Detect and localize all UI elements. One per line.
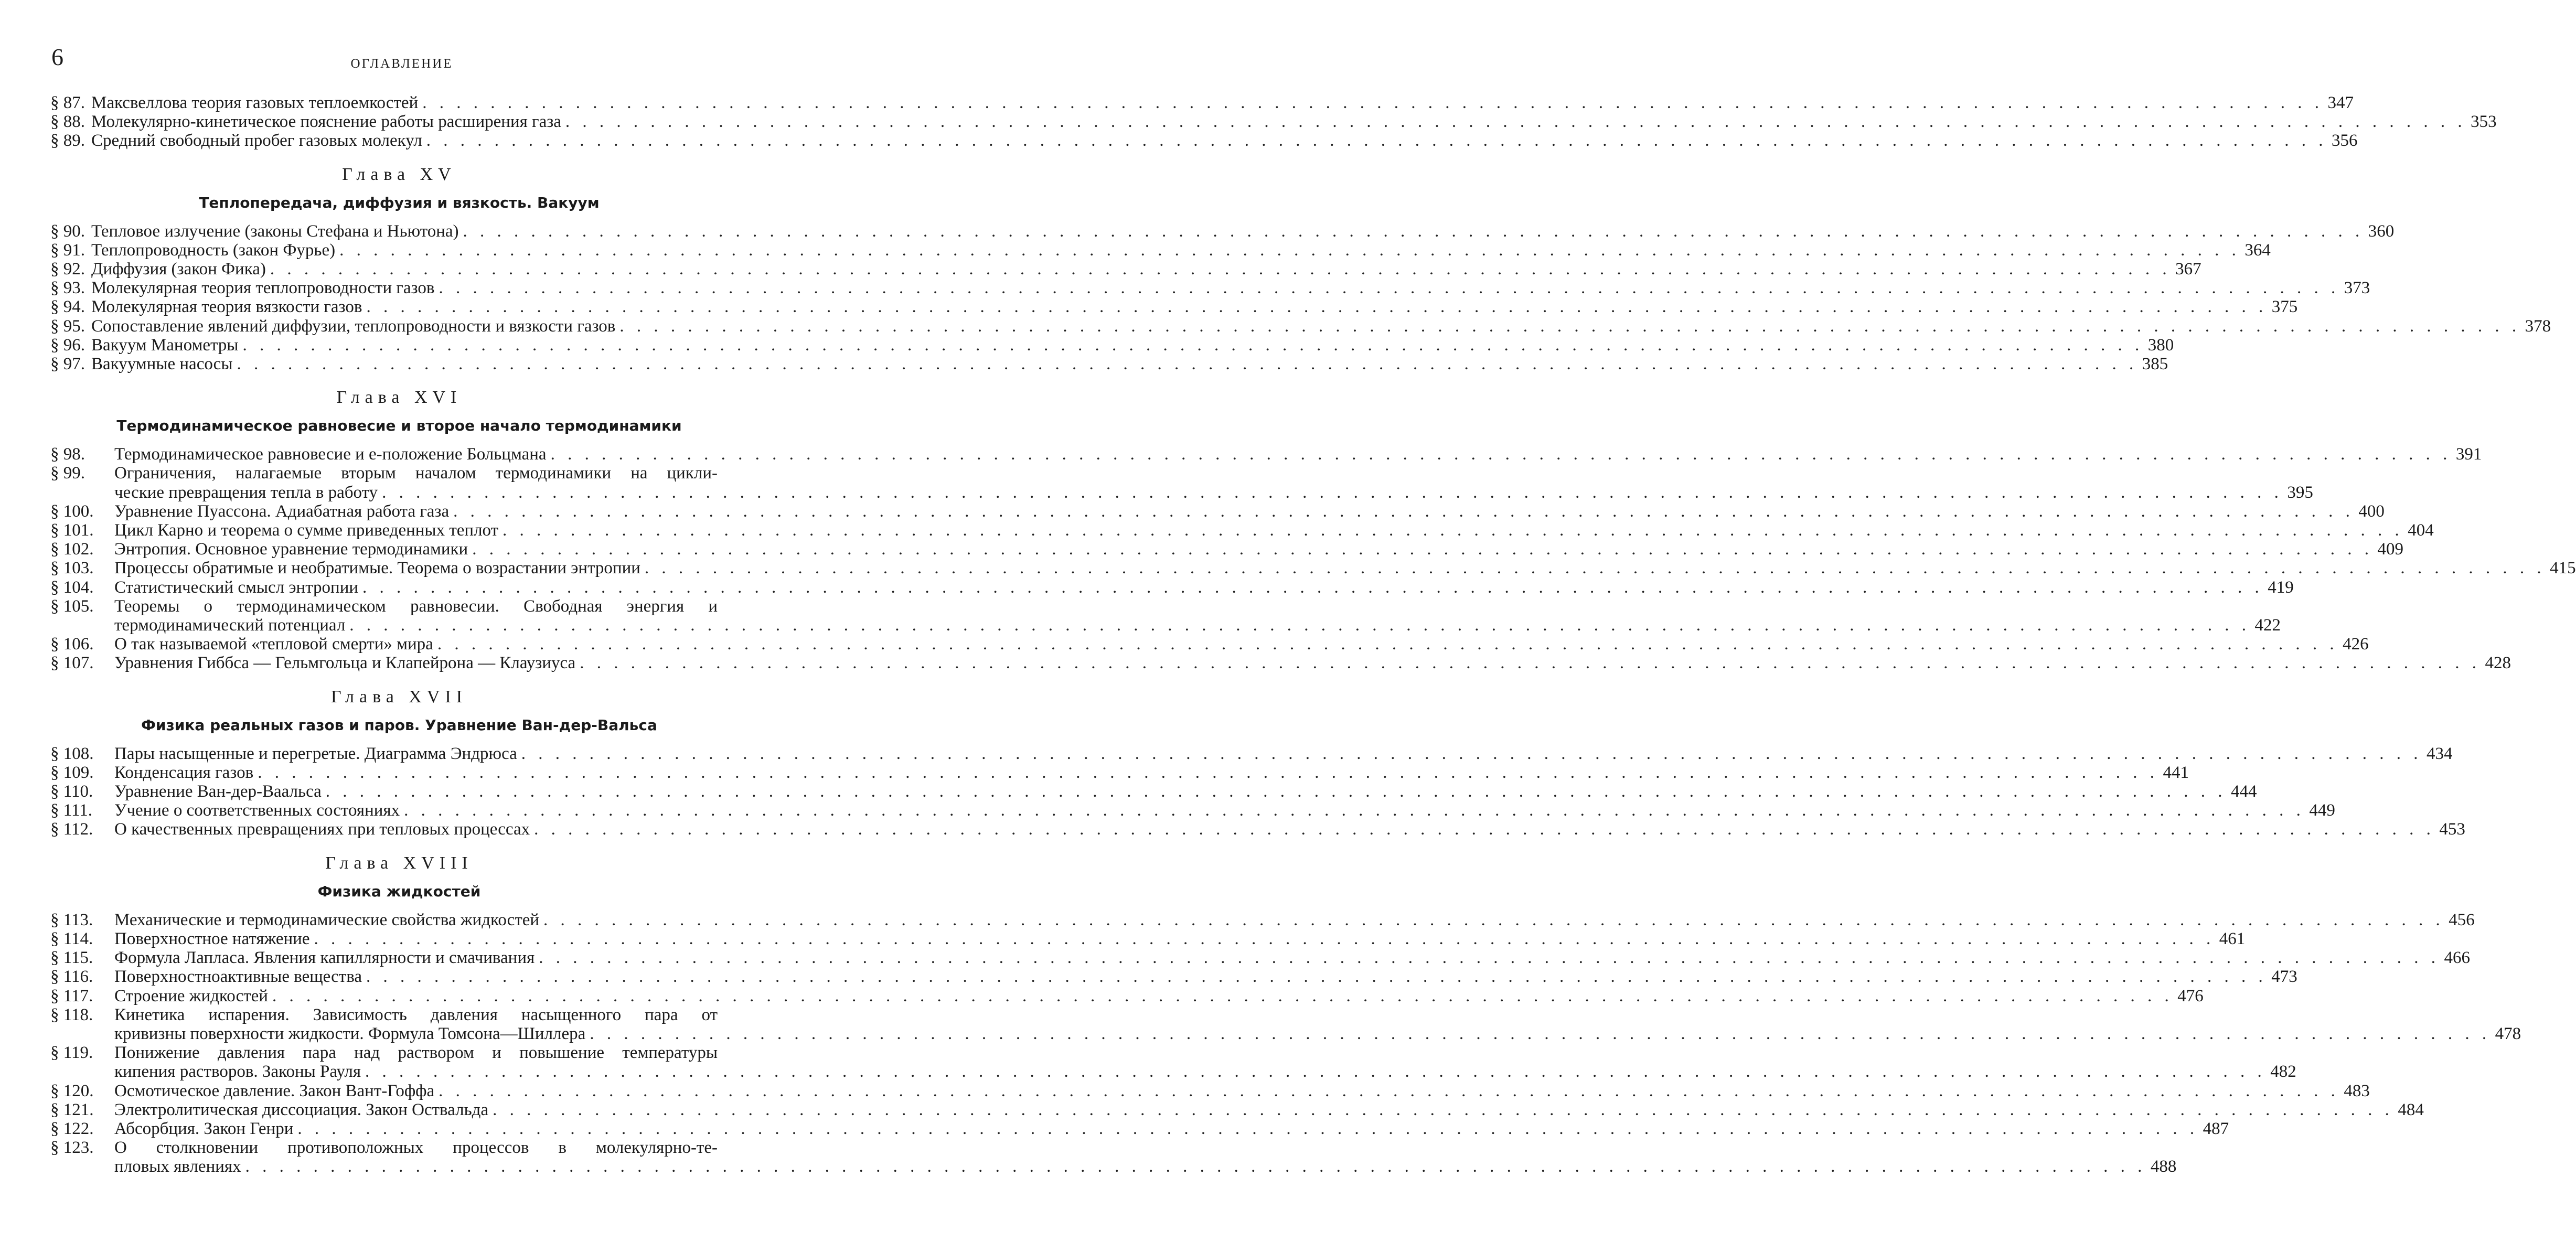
entry-title: Учение о соответственных состояниях	[114, 801, 400, 820]
page-reference: 380	[2147, 335, 2174, 355]
page-reference: 426	[2343, 635, 2369, 654]
section-number: § 110.	[50, 782, 93, 801]
entry-body	[114, 801, 2335, 820]
dot-leader	[422, 131, 2327, 150]
entry-body	[114, 559, 2576, 578]
dot-leader	[561, 112, 2466, 131]
dot-leader	[539, 911, 2444, 929]
entry-title-line	[114, 483, 2313, 502]
dot-leader	[640, 559, 2546, 577]
entry-body	[114, 540, 2403, 559]
toc-entry	[50, 1119, 2229, 1138]
dot-leader	[434, 1082, 2339, 1100]
section-number: § 92.	[50, 260, 85, 279]
dot-leader	[309, 929, 2215, 948]
entry-title: пловых явлениях	[114, 1157, 241, 1176]
dot-leader	[293, 1119, 2198, 1138]
entry-title: Уравнение Пуассона. Адиабатная работа газа	[114, 501, 450, 521]
page-reference: 478	[2495, 1024, 2521, 1043]
entry-title: Формула Лапласа. Явления капиллярности и смачивания	[114, 948, 535, 968]
dot-leader	[358, 578, 2263, 597]
entry-title: Абсорбция. Закон Генри	[114, 1119, 294, 1138]
entry-body	[114, 910, 2475, 929]
entry-body	[114, 1100, 2424, 1119]
entry-title: Молекулярно-кинетическое пояснение работы расширения газа	[91, 112, 561, 132]
entry-title: Пары насыщенные и перегретые. Диаграмма Эндрюса	[114, 744, 517, 763]
section-number: § 98.	[50, 445, 85, 464]
dot-leader	[498, 521, 2403, 540]
entry-title: Механические и термодинамические свойства жидкостей	[114, 910, 540, 929]
entry-title: Строение жидкостей	[114, 986, 268, 1005]
section-number: § 106.	[50, 635, 94, 654]
entry-body	[114, 1043, 2296, 1082]
entry-body	[114, 654, 2511, 673]
page-reference: 347	[2327, 93, 2354, 112]
page-reference: 483	[2344, 1081, 2370, 1100]
entry-body	[114, 986, 2204, 1005]
entry-body	[91, 297, 2298, 317]
entry-title: Осмотическое давление. Закон Вант-Гоффа	[114, 1081, 435, 1100]
entry-title-line: О столкновении противоположных процессов в молекулярно-те-	[114, 1138, 718, 1158]
table-of-contents	[50, 93, 2576, 1176]
toc-entry	[50, 112, 2497, 132]
toc-entry	[50, 596, 2281, 635]
page-reference: 434	[2427, 744, 2453, 763]
entry-title: Поверхностное натяжение	[114, 929, 310, 948]
section-number: § 96.	[50, 335, 85, 355]
section-number: § 95.	[50, 316, 85, 336]
section-number: § 105.	[50, 596, 94, 616]
toc-entry	[50, 464, 2313, 502]
entry-title: Поверхностноактивные вещества	[114, 967, 362, 987]
entry-title: Энтропия. Основное уравнение термодинамики	[114, 540, 468, 559]
section-number: § 102.	[50, 540, 94, 559]
entry-title: Сопоставление явлений диффузии, теплопроводности и вязкости газов	[91, 316, 616, 336]
dot-leader	[233, 355, 2138, 373]
entry-body	[91, 279, 2370, 298]
toc-entry	[50, 559, 2576, 578]
page-reference: 476	[2177, 986, 2204, 1005]
entry-body	[114, 1081, 2370, 1100]
dot-leader	[345, 616, 2250, 635]
entry-body	[114, 501, 2385, 521]
entry-body	[114, 782, 2257, 801]
entry-body	[91, 260, 2201, 279]
entry-body	[114, 577, 2294, 597]
entry-title: Молекулярная теория вязкости газов	[91, 297, 362, 317]
page-reference: 375	[2271, 297, 2298, 317]
section-number: § 108.	[50, 744, 94, 763]
section-number: § 99.	[50, 464, 85, 483]
page-number: 6	[51, 44, 63, 70]
section-number: § 94.	[50, 297, 85, 317]
entry-body	[91, 316, 2551, 336]
toc-entry	[50, 297, 2298, 317]
entry-body	[114, 1138, 2177, 1176]
page-reference: 461	[2219, 929, 2246, 948]
section-number: § 107.	[50, 654, 94, 673]
page-reference: 488	[2150, 1157, 2177, 1176]
entry-body	[114, 929, 2246, 948]
chapter-heading: Глава XVIII	[325, 853, 473, 873]
entry-body	[114, 948, 2470, 968]
page-reference: 367	[2175, 260, 2201, 279]
dot-leader	[378, 483, 2283, 502]
entry-body	[114, 635, 2369, 654]
entry-title: кривизны поверхности жидкости. Формула Томсона—Шиллера	[114, 1024, 586, 1043]
entry-body	[114, 521, 2434, 540]
section-number: § 113.	[50, 910, 93, 929]
entry-title: кипения растворов. Законы Рауля	[114, 1062, 361, 1082]
entry-title: Максвеллова теория газовых теплоемкостей	[91, 93, 419, 112]
section-number: § 87.	[50, 93, 85, 112]
toc-entry	[50, 929, 2246, 948]
section-number: § 101.	[50, 521, 94, 540]
entry-body	[91, 112, 2497, 132]
entry-body	[91, 335, 2174, 355]
toc-entry	[50, 93, 2354, 112]
dot-leader	[418, 93, 2323, 112]
section-number: § 116.	[50, 967, 93, 987]
entry-title-line: Теоремы о термодинамическом равновесии. Свободная энергия и	[114, 596, 718, 616]
toc-entry	[50, 221, 2395, 241]
dot-leader	[468, 540, 2373, 559]
section-number: § 89.	[50, 131, 85, 151]
page-reference: 482	[2270, 1062, 2296, 1082]
dot-leader	[362, 967, 2267, 986]
section-number: § 121.	[50, 1100, 94, 1119]
dot-leader	[361, 1062, 2266, 1081]
page-reference: 400	[2358, 501, 2385, 521]
entry-title: ческие превращения тепла в работу	[114, 483, 378, 502]
toc-entry	[50, 967, 2297, 987]
page-reference: 356	[2332, 131, 2358, 151]
dot-leader	[322, 782, 2227, 801]
section-number: § 109.	[50, 763, 94, 782]
entry-body	[114, 1005, 2521, 1043]
dot-leader	[449, 502, 2354, 521]
page-reference: 391	[2455, 445, 2482, 464]
page-reference: 404	[2408, 521, 2434, 540]
toc-entry	[50, 577, 2294, 597]
entry-body	[91, 131, 2358, 151]
chapter-title: Термодинамическое равновесие и второе начало термодинамики	[116, 417, 682, 435]
entry-body	[114, 445, 2482, 464]
dot-leader	[547, 445, 2452, 464]
page-reference: 453	[2439, 820, 2465, 839]
entry-title-line: Понижение давления пара над раствором и повышение температуры	[114, 1043, 718, 1063]
entry-body	[114, 464, 2313, 502]
toc-entry	[50, 1138, 2177, 1176]
toc-entry	[50, 820, 2465, 839]
page-reference: 353	[2471, 112, 2497, 132]
dot-leader	[268, 987, 2173, 1005]
entry-title: Молекулярная теория теплопроводности газов	[91, 279, 435, 298]
dot-leader	[517, 744, 2422, 763]
dot-leader	[241, 1157, 2146, 1176]
toc-entry	[50, 635, 2369, 654]
section-number: § 100.	[50, 501, 94, 521]
entry-body	[114, 820, 2465, 839]
toc-entry	[50, 131, 2358, 151]
page-reference: 395	[2287, 483, 2313, 502]
page-reference: 409	[2377, 540, 2403, 559]
dot-leader	[615, 317, 2520, 336]
dot-leader	[434, 279, 2339, 297]
running-head: ОГЛАВЛЕНИЕ	[350, 57, 453, 71]
toc-entry	[50, 1081, 2370, 1100]
entry-title: Вакуум Манометры	[91, 335, 239, 355]
page-reference: 385	[2142, 355, 2168, 374]
section-number: § 91.	[50, 240, 85, 260]
dot-leader	[253, 763, 2158, 782]
section-number: § 122.	[50, 1119, 94, 1138]
entry-body	[91, 221, 2395, 241]
entry-title: Уравнения Гиббса — Гельмгольца и Клапейрона — Клаузиуса	[114, 654, 576, 673]
dot-leader	[400, 801, 2305, 820]
entry-title: Конденсация газов	[114, 763, 254, 782]
entry-body	[91, 240, 2271, 260]
page-reference: 373	[2344, 279, 2370, 298]
entry-title: Диффузия (закон Фика)	[91, 260, 266, 279]
entry-title-line	[114, 1024, 2521, 1043]
entry-body	[91, 93, 2354, 112]
section-number: § 120.	[50, 1081, 94, 1100]
toc-entry	[50, 986, 2204, 1005]
toc-entry	[50, 763, 2189, 782]
toc-entry	[50, 335, 2174, 355]
page-reference: 473	[2271, 967, 2297, 987]
entry-body	[91, 355, 2168, 374]
toc-entry	[50, 948, 2470, 968]
entry-body	[114, 596, 2281, 635]
dot-leader	[488, 1100, 2393, 1119]
entry-body	[114, 1119, 2229, 1138]
entry-title: Вакуумные насосы	[91, 355, 233, 374]
toc-entry	[50, 240, 2271, 260]
chapter-heading: Глава XVI	[336, 388, 462, 408]
chapter-title: Теплопередача, диффузия и вязкость. Вакуум	[199, 194, 600, 211]
section-number: § 111.	[50, 801, 93, 820]
section-number: § 93.	[50, 279, 85, 298]
page-reference: 466	[2444, 948, 2470, 968]
page-reference: 415	[2550, 559, 2576, 578]
entry-body	[114, 744, 2453, 763]
page-reference: 364	[2244, 240, 2271, 260]
section-number: § 123.	[50, 1138, 94, 1158]
page-reference: 422	[2254, 616, 2281, 635]
toc-entry	[50, 521, 2434, 540]
page-reference: 441	[2163, 763, 2189, 782]
page-reference: 428	[2485, 654, 2511, 673]
toc-entry	[50, 1100, 2424, 1119]
section-number: § 90.	[50, 221, 85, 241]
toc-entry	[50, 1043, 2296, 1082]
chapter-title: Физика реальных газов и паров. Уравнение Ван-дер-Вальса	[141, 716, 657, 734]
page-reference: 444	[2231, 782, 2257, 801]
section-number: § 112.	[50, 820, 93, 839]
section-number: § 119.	[50, 1043, 93, 1063]
entry-title-line	[114, 1062, 2296, 1082]
dot-leader	[362, 297, 2267, 316]
chapter-title: Физика жидкостей	[317, 882, 481, 900]
dot-leader	[238, 336, 2143, 355]
entry-title: Тепловое излучение (законы Стефана и Ньютона)	[91, 221, 459, 241]
dot-leader	[535, 948, 2440, 967]
dot-leader	[585, 1024, 2491, 1043]
section-number: § 117.	[50, 986, 93, 1005]
entry-title-line	[114, 1157, 2177, 1176]
entry-title: Цикл Карно и теорема о сумме приведенных теплот	[114, 521, 499, 540]
entry-title: термодинамический потенциал	[114, 616, 346, 635]
section-number: § 97.	[50, 355, 85, 374]
page-reference: 449	[2309, 801, 2335, 820]
toc-entry	[50, 445, 2482, 464]
toc-entry	[50, 910, 2475, 929]
chapter-heading: Глава XVII	[330, 687, 468, 707]
toc-entry	[50, 260, 2201, 279]
toc-entry	[50, 744, 2453, 763]
page-reference: 378	[2525, 316, 2551, 336]
chapter-heading: Глава XV	[342, 164, 456, 184]
page-reference: 487	[2203, 1119, 2229, 1138]
section-number: § 104.	[50, 577, 94, 597]
page-reference: 484	[2398, 1100, 2424, 1119]
toc-entry	[50, 316, 2551, 336]
entry-title: О так называемой «тепловой смерти» мира	[114, 635, 433, 654]
toc-entry	[50, 501, 2385, 521]
section-number: § 103.	[50, 559, 94, 578]
entry-title: Средний свободный пробег газовых молекул	[91, 131, 422, 151]
entry-body	[114, 967, 2297, 987]
entry-title-line: Ограничения, налагаемые вторым началом термодинамики на цикли-	[114, 464, 718, 483]
section-number: § 114.	[50, 929, 93, 948]
toc-entry	[50, 279, 2370, 298]
dot-leader	[433, 635, 2338, 654]
dot-leader	[266, 260, 2171, 279]
dot-leader	[335, 241, 2240, 260]
page-reference: 456	[2449, 910, 2475, 929]
dot-leader	[459, 222, 2364, 241]
dot-leader	[530, 820, 2435, 839]
entry-title: Уравнение Ван-дер-Ваальса	[114, 782, 322, 801]
toc-entry	[50, 540, 2403, 559]
section-number: § 88.	[50, 112, 85, 132]
toc-entry	[50, 801, 2335, 820]
entry-title: Электролитическая диссоциация. Закон Оствальда	[114, 1100, 489, 1119]
entry-title: Процессы обратимые и необратимые. Теорема о возрастании энтропии	[114, 559, 640, 578]
section-number: § 115.	[50, 948, 93, 968]
entry-title-line: Кинетика испарения. Зависимость давления насыщенного пара от	[114, 1005, 718, 1024]
toc-entry	[50, 1005, 2521, 1043]
entry-title: Статистический смысл энтропии	[114, 577, 359, 597]
entry-title-line	[114, 616, 2281, 635]
page-reference: 360	[2368, 221, 2395, 241]
dot-leader	[575, 654, 2481, 672]
toc-entry	[50, 654, 2511, 673]
section-number: § 118.	[50, 1005, 93, 1024]
entry-title: Термодинамическое равновесие и e-положение Больцмана	[114, 445, 547, 464]
entry-title: Теплопроводность (закон Фурье)	[91, 240, 336, 260]
page-reference: 419	[2268, 577, 2294, 597]
entry-body	[114, 763, 2189, 782]
entry-title: О качественных превращениях при тепловых процессах	[114, 820, 530, 839]
toc-entry	[50, 782, 2257, 801]
toc-entry	[50, 355, 2168, 374]
